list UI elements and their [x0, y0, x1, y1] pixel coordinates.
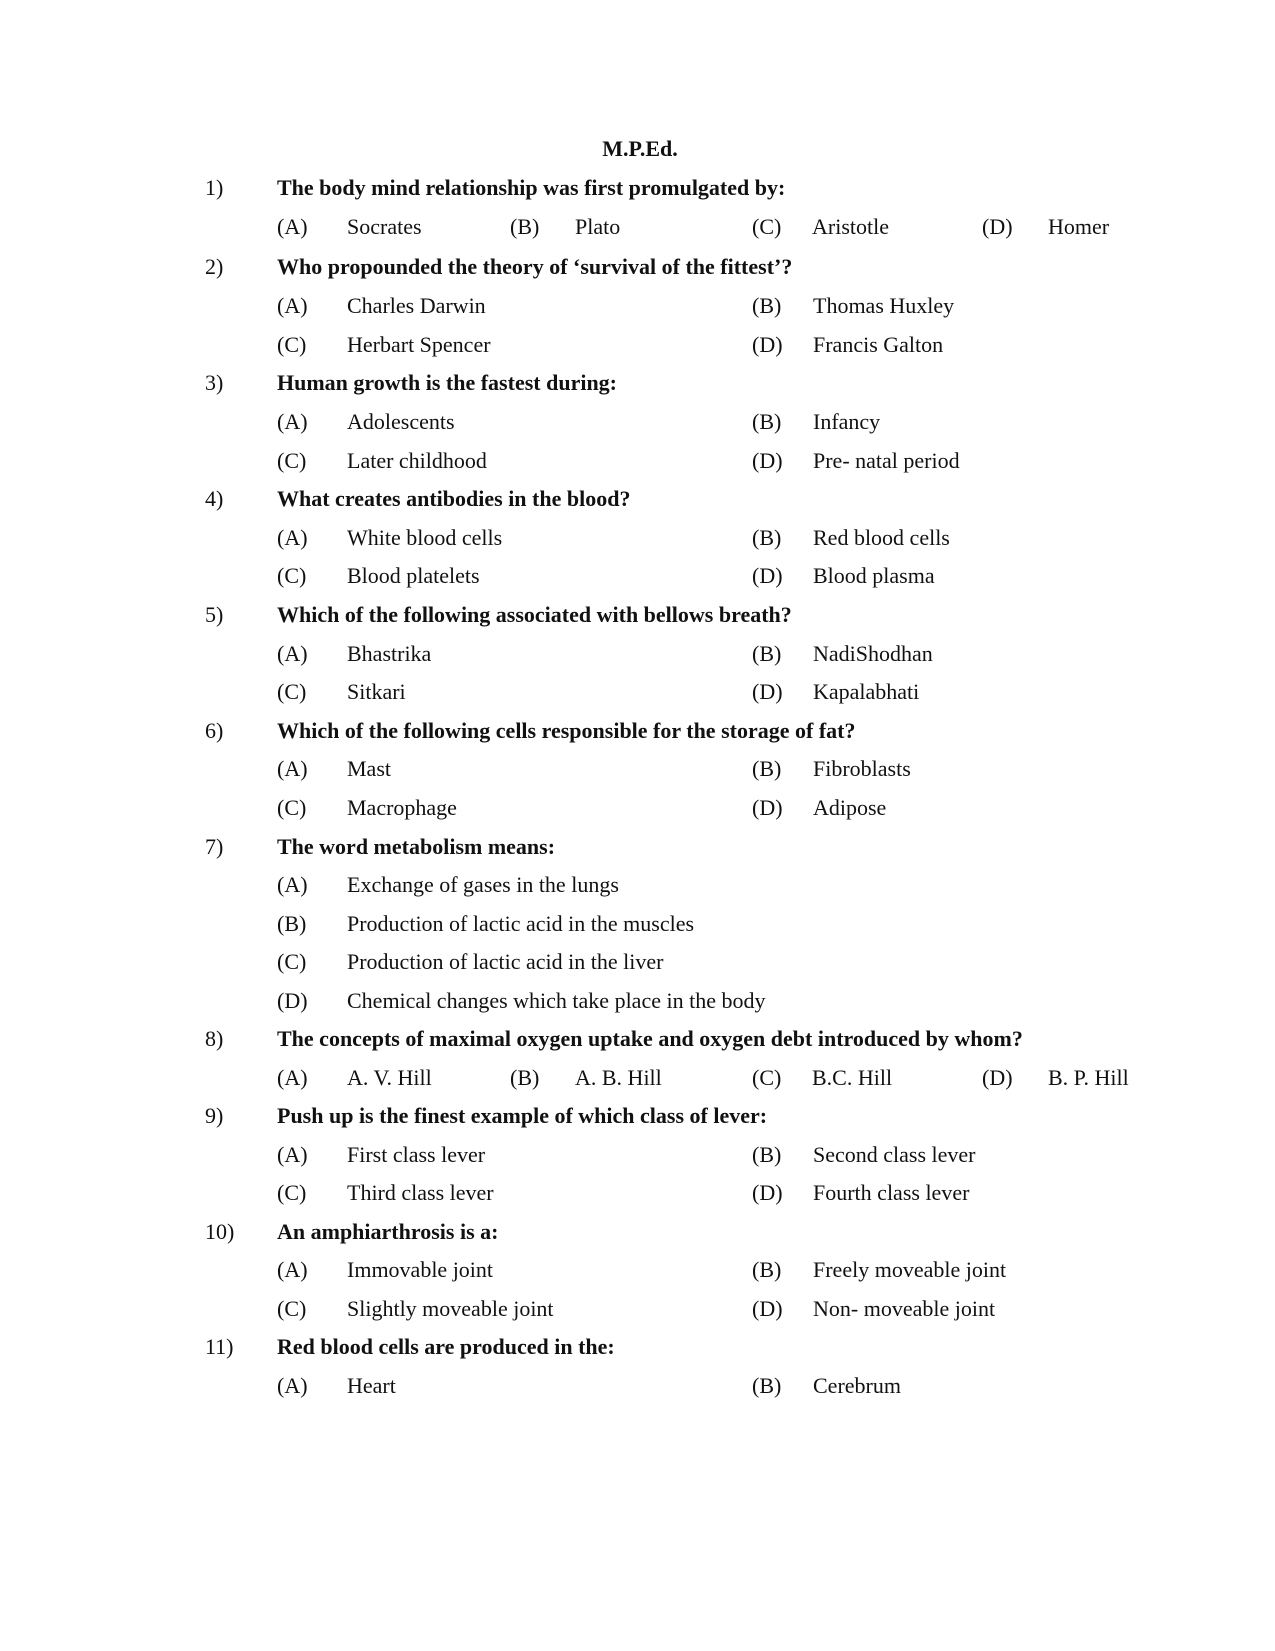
option-label: (D) — [982, 214, 1013, 239]
option-text: Plato — [575, 214, 621, 239]
option-label: (B) — [510, 1065, 540, 1090]
option-text: Infancy — [813, 409, 881, 434]
question-text: Who propounded the theory of ‘survival of the fittest’? — [277, 254, 793, 279]
question-number: 10) — [205, 1219, 235, 1244]
page-title: M.P.Ed. — [602, 136, 678, 161]
option-label: (C) — [752, 214, 782, 239]
question-text: Red blood cells are produced in the: — [277, 1334, 615, 1359]
option-label: (B) — [510, 214, 540, 239]
option-label: (A) — [277, 214, 308, 239]
option-text: Mast — [347, 756, 391, 781]
option-text: Francis Galton — [813, 332, 944, 357]
option-label: (C) — [277, 332, 307, 357]
option-text: Bhastrika — [347, 641, 432, 666]
option-label: (A) — [277, 293, 308, 318]
option-text: White blood cells — [347, 525, 503, 550]
option-text: Red blood cells — [813, 525, 950, 550]
option-text: Aristotle — [812, 214, 889, 239]
option-text: Macrophage — [347, 795, 457, 820]
option-text: Pre- natal period — [813, 448, 960, 473]
option-text: Adipose — [813, 795, 887, 820]
option-text: B.C. Hill — [812, 1065, 893, 1090]
option-text: Third class lever — [347, 1180, 494, 1205]
question-text: The concepts of maximal oxygen uptake and oxygen debt introduced by whom? — [277, 1026, 1023, 1051]
question-number: 9) — [205, 1103, 224, 1128]
option-text: First class lever — [347, 1142, 486, 1167]
option-text: Exchange of gases in the lungs — [347, 872, 619, 897]
option-text: Immovable joint — [347, 1257, 494, 1282]
question-text: The body mind relationship was first promulgated by: — [277, 175, 786, 200]
option-label: (C) — [277, 795, 307, 820]
option-text: Herbart Spencer — [347, 332, 491, 357]
option-label: (D) — [752, 1296, 783, 1321]
option-text: Chemical changes which take place in the body — [347, 988, 766, 1013]
option-text: Blood plasma — [813, 563, 935, 588]
option-text: A. B. Hill — [575, 1065, 662, 1090]
option-label: (B) — [752, 641, 782, 666]
option-label: (C) — [277, 679, 307, 704]
option-label: (D) — [752, 332, 783, 357]
option-label: (B) — [752, 1142, 782, 1167]
option-label: (A) — [277, 1373, 308, 1398]
question-number: 8) — [205, 1026, 224, 1051]
option-label: (D) — [752, 563, 783, 588]
option-text: Second class lever — [813, 1142, 976, 1167]
option-label: (C) — [277, 1180, 307, 1205]
option-text: Production of lactic acid in the liver — [347, 949, 664, 974]
question-text: The word metabolism means: — [277, 834, 556, 859]
question-text: What creates antibodies in the blood? — [277, 486, 631, 511]
option-text: Charles Darwin — [347, 293, 486, 318]
question-number: 1) — [205, 175, 224, 200]
option-label: (A) — [277, 756, 308, 781]
option-label: (B) — [752, 756, 782, 781]
option-text: Adolescents — [347, 409, 455, 434]
option-label: (D) — [752, 1180, 783, 1205]
option-text: Slightly moveable joint — [347, 1296, 554, 1321]
option-text: Non- moveable joint — [813, 1296, 996, 1321]
option-text: Socrates — [347, 214, 422, 239]
option-text: Blood platelets — [347, 563, 480, 588]
option-label: (A) — [277, 1142, 308, 1167]
question-number: 5) — [205, 602, 224, 627]
option-label: (B) — [752, 525, 782, 550]
option-label: (D) — [752, 448, 783, 473]
option-text: Freely moveable joint — [813, 1257, 1007, 1282]
option-label: (B) — [277, 911, 307, 936]
option-label: (C) — [277, 563, 307, 588]
question-number: 7) — [205, 834, 224, 859]
option-text: Cerebrum — [813, 1373, 901, 1398]
option-label: (C) — [277, 949, 307, 974]
option-label: (D) — [277, 988, 308, 1013]
option-text: B. P. Hill — [1048, 1065, 1129, 1090]
question-text: Which of the following associated with bellows breath? — [277, 602, 792, 627]
option-label: (A) — [277, 409, 308, 434]
option-label: (C) — [277, 448, 307, 473]
question-number: 3) — [205, 370, 224, 395]
option-label: (B) — [752, 1257, 782, 1282]
option-label: (A) — [277, 641, 308, 666]
option-label: (A) — [277, 1065, 308, 1090]
question-text: Which of the following cells responsible for the storage of fat? — [277, 718, 856, 743]
question-number: 6) — [205, 718, 224, 743]
option-label: (D) — [752, 795, 783, 820]
question-text: An amphiarthrosis is a: — [277, 1219, 499, 1244]
option-text: Fibroblasts — [813, 756, 911, 781]
option-label: (B) — [752, 409, 782, 434]
option-label: (B) — [752, 1373, 782, 1398]
option-label: (C) — [277, 1296, 307, 1321]
option-label: (A) — [277, 872, 308, 897]
question-number: 2) — [205, 254, 224, 279]
question-number: 4) — [205, 486, 224, 511]
question-number: 11) — [205, 1334, 234, 1359]
option-text: Fourth class lever — [813, 1180, 970, 1205]
option-text: Heart — [347, 1373, 396, 1398]
option-text: NadiShodhan — [813, 641, 933, 666]
option-text: A. V. Hill — [347, 1065, 432, 1090]
question-text: Push up is the finest example of which class of lever: — [277, 1103, 768, 1128]
option-label: (C) — [752, 1065, 782, 1090]
option-label: (A) — [277, 1257, 308, 1282]
option-text: Kapalabhati — [813, 679, 920, 704]
option-text: Later childhood — [347, 448, 487, 473]
option-text: Production of lactic acid in the muscles — [347, 911, 695, 936]
option-label: (D) — [982, 1065, 1013, 1090]
option-text: Thomas Huxley — [813, 293, 955, 318]
option-label: (D) — [752, 679, 783, 704]
question-text: Human growth is the fastest during: — [277, 370, 618, 395]
option-text: Sitkari — [347, 679, 406, 704]
option-text: Homer — [1048, 214, 1110, 239]
option-label: (B) — [752, 293, 782, 318]
option-label: (A) — [277, 525, 308, 550]
